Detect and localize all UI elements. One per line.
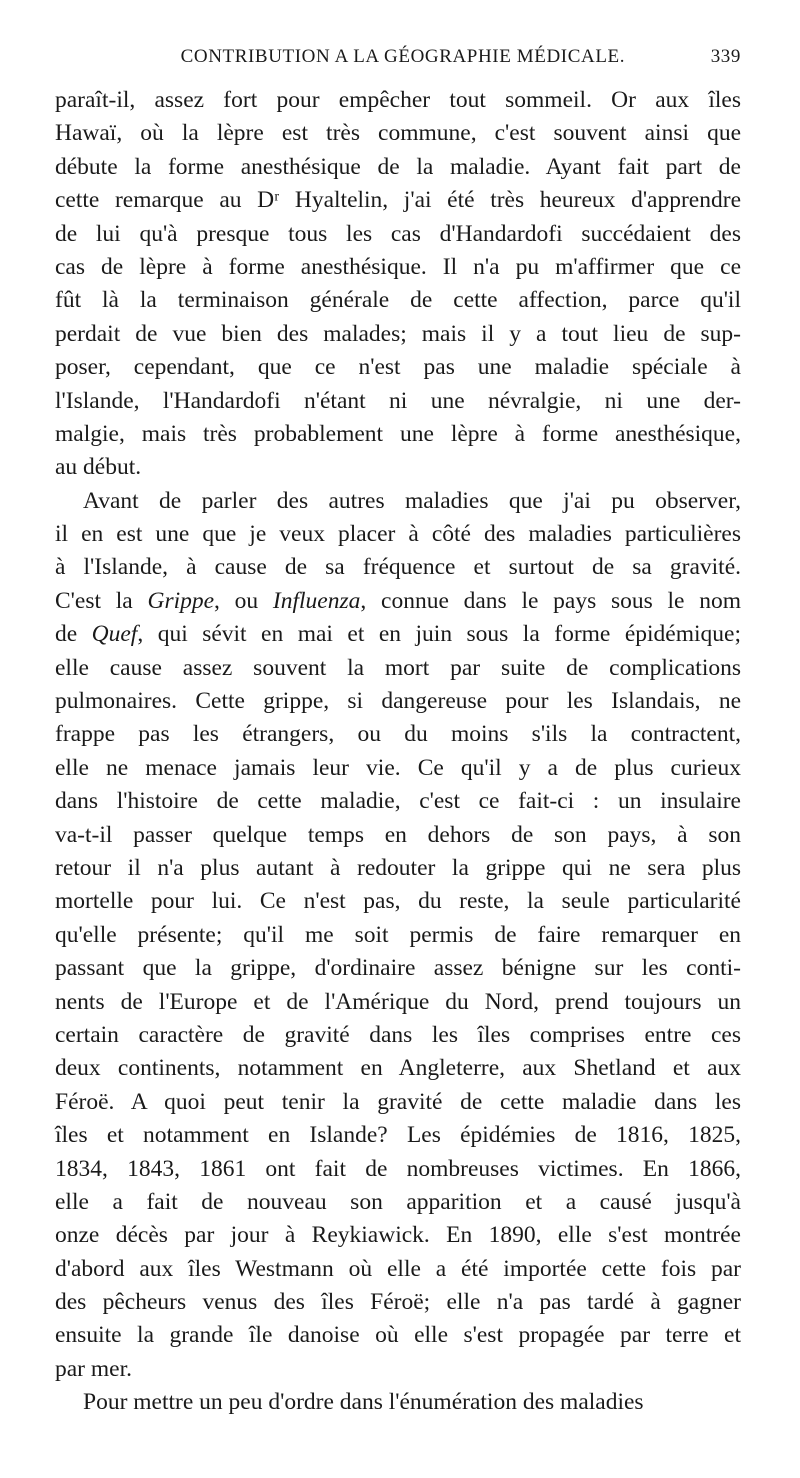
body-text: [55, 84, 741, 1420]
book-page: [55, 46, 741, 1420]
text-line: par mer.: [55, 1355, 132, 1382]
text-line: passant que la grippe, d'ordinaire assez bénigne sur les conti-: [55, 955, 741, 982]
text-line: de Quef, qui sévit en mai et en juin sous la forme épidémique;: [55, 621, 741, 648]
text-line: cette remarque au Dʳ Hyaltelin, j'ai été très heureux d'apprendre: [55, 187, 741, 214]
paragraph: [55, 84, 741, 485]
text-line: Avant de parler des autres maladies que j'ai pu observer,: [83, 487, 741, 514]
text-line: retour il n'a plus autant à redouter la grippe qui ne sera plus: [55, 854, 741, 881]
text-line: l'Islande, l'Handardofi n'étant ni une névralgie, ni une der-: [55, 387, 741, 414]
text-line: elle ne menace jamais leur vie. Ce qu'il y a de plus curieux: [55, 754, 741, 781]
text-line: Féroë. A quoi peut tenir la gravité de cette maladie dans les: [55, 1088, 741, 1115]
paragraph: [55, 1386, 741, 1419]
running-header: [55, 46, 741, 84]
text-line: qu'elle présente; qu'il me soit permis de faire remarquer en: [55, 921, 741, 948]
text-line: au début.: [55, 454, 142, 481]
text-line: fût là la terminaison générale de cette affection, parce qu'il: [55, 287, 741, 314]
text-line: poser, cependant, que ce n'est pas une maladie spéciale à: [55, 354, 741, 381]
text-line: débute la forme anesthésique de la maladie. Ayant fait part de: [55, 153, 741, 180]
text-line: 1834, 1843, 1861 ont fait de nombreuses victimes. En 1866,: [55, 1155, 741, 1182]
text-line: des pêcheurs venus des îles Féroë; elle n'a pas tardé à gagner: [55, 1289, 741, 1316]
text-line: perdait de vue bien des malades; mais il y a tout lieu de sup-: [55, 320, 741, 347]
text-line: va-t-il passer quelque temps en dehors de son pays, à son: [55, 821, 741, 848]
text-line: îles et notamment en Islande? Les épidémies de 1816, 1825,: [55, 1122, 741, 1149]
text-line: de lui qu'à presque tous les cas d'Handardofi succédaient des: [55, 220, 741, 247]
text-line: frappe pas les étrangers, ou du moins s'ils la contractent,: [55, 721, 741, 748]
text-line: mortelle pour lui. Ce n'est pas, du reste, la seule particularité: [55, 888, 741, 915]
text-line: dans l'histoire de cette maladie, c'est ce fait-ci : un insulaire: [55, 788, 741, 815]
text-line: à l'Islande, à cause de sa fréquence et surtout de sa gravité.: [55, 554, 741, 581]
text-line: onze décès par jour à Reykiawick. En 1890, elle s'est montrée: [55, 1222, 741, 1249]
text-line: cas de lèpre à forme anesthésique. Il n'a pu m'affirmer que ce: [55, 253, 741, 280]
text-line: Hawaï, où la lèpre est très commune, c'est souvent ainsi que: [55, 120, 741, 147]
text-line: nents de l'Europe et de l'Amérique du Nord, prend toujours un: [55, 988, 741, 1015]
text-line: d'abord aux îles Westmann où elle a été importée cette fois par: [55, 1255, 741, 1282]
text-line: elle cause assez souvent la mort par suite de complications: [55, 654, 741, 681]
text-line: elle a fait de nouveau son apparition et a causé jusqu'à: [55, 1188, 741, 1215]
text-line: C'est la Grippe, ou Influenza, connue dans le pays sous le nom: [55, 587, 741, 614]
text-line: paraît-il, assez fort pour empêcher tout sommeil. Or aux îles: [55, 87, 741, 113]
text-line: certain caractère de gravité dans les îles comprises entre ces: [55, 1021, 741, 1048]
page-number: 339: [710, 46, 741, 67]
paragraph: [55, 485, 741, 1387]
text-line: pulmonaires. Cette grippe, si dangereuse pour les Islandais, ne: [55, 688, 741, 715]
text-line: malgie, mais très probablement une lèpre à forme anesthésique,: [55, 420, 741, 447]
text-line: il en est une que je veux placer à côté des maladies particulières: [55, 521, 741, 548]
text-line: Pour mettre un peu d'ordre dans l'énumération des maladies: [83, 1389, 644, 1416]
text-line: deux continents, notamment en Angleterre, aux Shetland et aux: [55, 1055, 741, 1082]
text-line: ensuite la grande île danoise où elle s'est propagée par terre et: [55, 1322, 741, 1349]
running-title: CONTRIBUTION A LA GÉOGRAPHIE MÉDICALE.: [180, 46, 626, 67]
